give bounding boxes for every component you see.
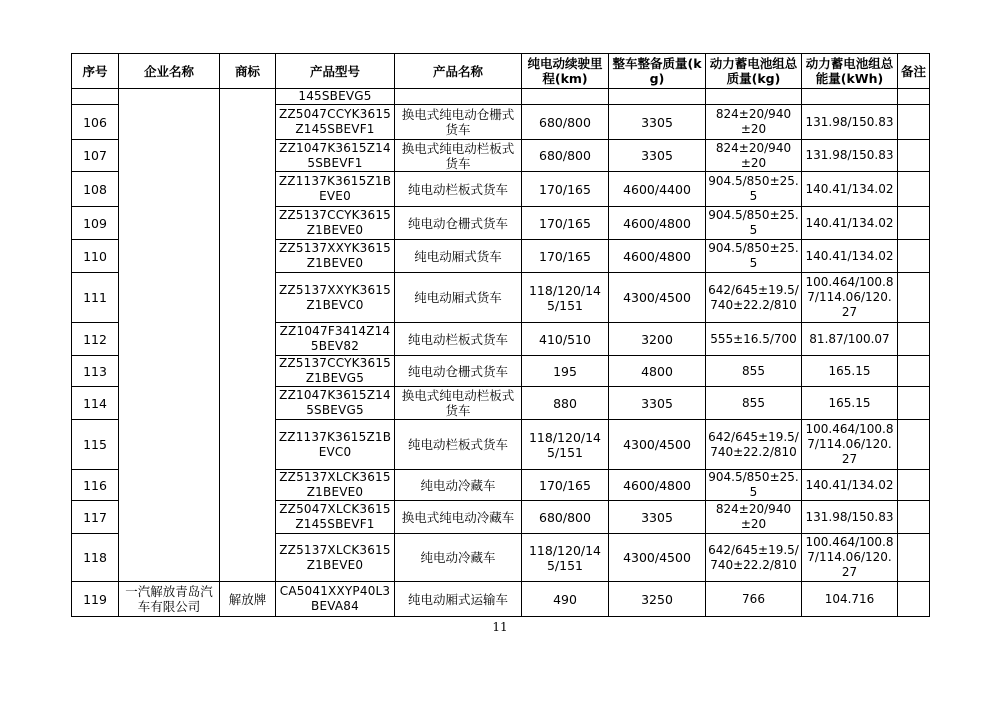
cell-product-model: ZZ5137XXYK3615Z1BEVC0: [276, 273, 395, 323]
cell-product-model: CA5041XXYP40L3BEVA84: [276, 582, 395, 617]
cell-battery-mass: 904.5/850±25.5: [706, 470, 802, 501]
cell-curb-mass: 4600/4800: [609, 240, 706, 273]
cell-product-model: ZZ5137XLCK3615Z1BEVE0: [276, 470, 395, 501]
cell-serial-no: 110: [72, 240, 119, 273]
cell-electric-range: 880: [522, 387, 609, 420]
cell-remarks: [898, 140, 930, 172]
cell-serial-no: 107: [72, 140, 119, 172]
cell-product-model: ZZ5047XLCK3615Z145SBEVF1: [276, 501, 395, 534]
cell-battery-energy: 140.41/134.02: [802, 470, 898, 501]
cell-brand-merged: [220, 89, 276, 582]
cell-product-model: ZZ1137K3615Z1BEVC0: [276, 420, 395, 470]
cell-electric-range: 170/165: [522, 240, 609, 273]
cell-battery-energy: 131.98/150.83: [802, 140, 898, 172]
cell-battery-mass: 824±20/940±20: [706, 501, 802, 534]
cell-product-model: ZZ5137CCYK3615Z1BEVE0: [276, 207, 395, 240]
header-company-name: 企业名称: [119, 54, 220, 89]
cell-product-name: 纯电动冷藏车: [395, 534, 522, 582]
header-battery-energy: 动力蓄电池组总能量(kWh): [802, 54, 898, 89]
cell-battery-mass: 555±16.5/700: [706, 323, 802, 356]
table-body-last: [72, 582, 930, 617]
cell-serial-no: 117: [72, 501, 119, 534]
cell-curb-mass: 4600/4800: [609, 207, 706, 240]
cell-product-name: 换电式纯电动栏板式货车: [395, 140, 522, 172]
cell-battery-energy: 104.716: [802, 582, 898, 617]
cell-curb-mass: 4600/4800: [609, 470, 706, 501]
cell-serial-no: 111: [72, 273, 119, 323]
cell-serial-no: 118: [72, 534, 119, 582]
cell-electric-range: 118/120/145/151: [522, 420, 609, 470]
cell-remarks: [898, 323, 930, 356]
cell-remarks: [898, 273, 930, 323]
cell-serial-no: 114: [72, 387, 119, 420]
cell-curb-mass: 4600/4400: [609, 172, 706, 207]
cell-battery-mass: 642/645±19.5/740±22.2/810: [706, 420, 802, 470]
cell-product-name: 纯电动栏板式货车: [395, 420, 522, 470]
header-product-name: 产品名称: [395, 54, 522, 89]
cell-product-name: 纯电动仓栅式货车: [395, 207, 522, 240]
cell-battery-mass: 855: [706, 387, 802, 420]
cell-product-model: ZZ5137XLCK3615Z1BEVE0: [276, 534, 395, 582]
cell-battery-energy: 140.41/134.02: [802, 172, 898, 207]
cell-curb-mass: 3305: [609, 387, 706, 420]
cell-battery-mass: 855: [706, 356, 802, 387]
cell-battery-mass: 904.5/850±25.5: [706, 172, 802, 207]
cell-electric-range: 680/800: [522, 140, 609, 172]
cell-battery-energy: 131.98/150.83: [802, 105, 898, 140]
cell-remarks: [898, 356, 930, 387]
cell-company-name: 一汽解放青岛汽车有限公司: [119, 582, 220, 617]
cell-product-name: 换电式纯电动栏板式货车: [395, 387, 522, 420]
cell-battery-energy: [802, 89, 898, 105]
cell-serial-no: [72, 89, 119, 105]
cell-product-model: ZZ1047F3414Z145BEV82: [276, 323, 395, 356]
cell-electric-range: 680/800: [522, 105, 609, 140]
cell-product-name: 纯电动厢式货车: [395, 240, 522, 273]
cell-remarks: [898, 105, 930, 140]
cell-product-name: 纯电动栏板式货车: [395, 323, 522, 356]
cell-curb-mass: 4300/4500: [609, 420, 706, 470]
continuation-row: [72, 89, 930, 105]
cell-product-name: 纯电动冷藏车: [395, 470, 522, 501]
cell-battery-mass: 766: [706, 582, 802, 617]
cell-serial-no: 115: [72, 420, 119, 470]
cell-battery-energy: 131.98/150.83: [802, 501, 898, 534]
header-battery-mass: 动力蓄电池组总质量(kg): [706, 54, 802, 89]
cell-product-name: 纯电动厢式货车: [395, 273, 522, 323]
cell-product-name: 换电式纯电动冷藏车: [395, 501, 522, 534]
cell-battery-mass: [706, 89, 802, 105]
cell-battery-energy: 81.87/100.07: [802, 323, 898, 356]
cell-curb-mass: 3200: [609, 323, 706, 356]
cell-battery-energy: 100.464/100.87/114.06/120.27: [802, 420, 898, 470]
cell-curb-mass: 3305: [609, 140, 706, 172]
cell-electric-range: 118/120/145/151: [522, 534, 609, 582]
cell-product-model: 145SBEVG5: [276, 89, 395, 105]
cell-curb-mass: 4800: [609, 356, 706, 387]
cell-serial-no: 106: [72, 105, 119, 140]
cell-product-model: ZZ5137XXYK3615Z1BEVE0: [276, 240, 395, 273]
cell-remarks: [898, 172, 930, 207]
cell-remarks: [898, 207, 930, 240]
cell-battery-mass: 904.5/850±25.5: [706, 240, 802, 273]
cell-battery-energy: 100.464/100.87/114.06/120.27: [802, 534, 898, 582]
cell-serial-no: 119: [72, 582, 119, 617]
cell-product-name: 纯电动厢式运输车: [395, 582, 522, 617]
cell-remarks: [898, 582, 930, 617]
cell-remarks: [898, 501, 930, 534]
cell-serial-no: 109: [72, 207, 119, 240]
cell-product-model: ZZ1047K3615Z145SBEVG5: [276, 387, 395, 420]
header-remarks: 备注: [898, 54, 930, 89]
cell-product-name: 纯电动仓栅式货车: [395, 356, 522, 387]
cell-remarks: [898, 534, 930, 582]
header-curb-mass: 整车整备质量(kg): [609, 54, 706, 89]
cell-remarks: [898, 387, 930, 420]
cell-battery-mass: 824±20/940±20: [706, 140, 802, 172]
header-electric-range: 纯电动续驶里程(km): [522, 54, 609, 89]
header-product-model: 产品型号: [276, 54, 395, 89]
cell-electric-range: 170/165: [522, 172, 609, 207]
table-body: [72, 89, 930, 582]
cell-serial-no: 108: [72, 172, 119, 207]
cell-product-name: [395, 89, 522, 105]
cell-remarks: [898, 420, 930, 470]
cell-product-model: ZZ5047CCYK3615Z145SBEVF1: [276, 105, 395, 140]
cell-battery-energy: 165.15: [802, 356, 898, 387]
cell-battery-mass: 642/645±19.5/740±22.2/810: [706, 273, 802, 323]
cell-electric-range: 170/165: [522, 470, 609, 501]
vehicle-catalog-table: [71, 53, 930, 617]
header-row: [72, 54, 930, 89]
cell-battery-mass: 904.5/850±25.5: [706, 207, 802, 240]
cell-product-name: 换电式纯电动仓栅式货车: [395, 105, 522, 140]
cell-brand: 解放牌: [220, 582, 276, 617]
cell-electric-range: 195: [522, 356, 609, 387]
cell-remarks: [898, 470, 930, 501]
cell-battery-energy: 140.41/134.02: [802, 240, 898, 273]
cell-curb-mass: 4300/4500: [609, 273, 706, 323]
cell-serial-no: 112: [72, 323, 119, 356]
cell-electric-range: [522, 89, 609, 105]
cell-company-merged: [119, 89, 220, 582]
cell-electric-range: 118/120/145/151: [522, 273, 609, 323]
cell-product-name: 纯电动栏板式货车: [395, 172, 522, 207]
cell-serial-no: 113: [72, 356, 119, 387]
cell-battery-mass: 642/645±19.5/740±22.2/810: [706, 534, 802, 582]
cell-remarks: [898, 89, 930, 105]
cell-curb-mass: 3250: [609, 582, 706, 617]
table-row: [72, 582, 930, 617]
cell-battery-energy: 100.464/100.87/114.06/120.27: [802, 273, 898, 323]
header-serial-no: 序号: [72, 54, 119, 89]
cell-electric-range: 170/165: [522, 207, 609, 240]
cell-product-model: ZZ5137CCYK3615Z1BEVG5: [276, 356, 395, 387]
cell-electric-range: 490: [522, 582, 609, 617]
page-number: 11: [492, 620, 508, 634]
cell-battery-energy: 140.41/134.02: [802, 207, 898, 240]
cell-product-model: ZZ1047K3615Z145SBEVF1: [276, 140, 395, 172]
cell-battery-mass: 824±20/940±20: [706, 105, 802, 140]
cell-electric-range: 410/510: [522, 323, 609, 356]
cell-product-model: ZZ1137K3615Z1BEVE0: [276, 172, 395, 207]
cell-curb-mass: 3305: [609, 501, 706, 534]
cell-curb-mass: 4300/4500: [609, 534, 706, 582]
cell-remarks: [898, 240, 930, 273]
cell-battery-energy: 165.15: [802, 387, 898, 420]
cell-serial-no: 116: [72, 470, 119, 501]
cell-curb-mass: 3305: [609, 105, 706, 140]
header-brand: 商标: [220, 54, 276, 89]
cell-curb-mass: [609, 89, 706, 105]
cell-electric-range: 680/800: [522, 501, 609, 534]
